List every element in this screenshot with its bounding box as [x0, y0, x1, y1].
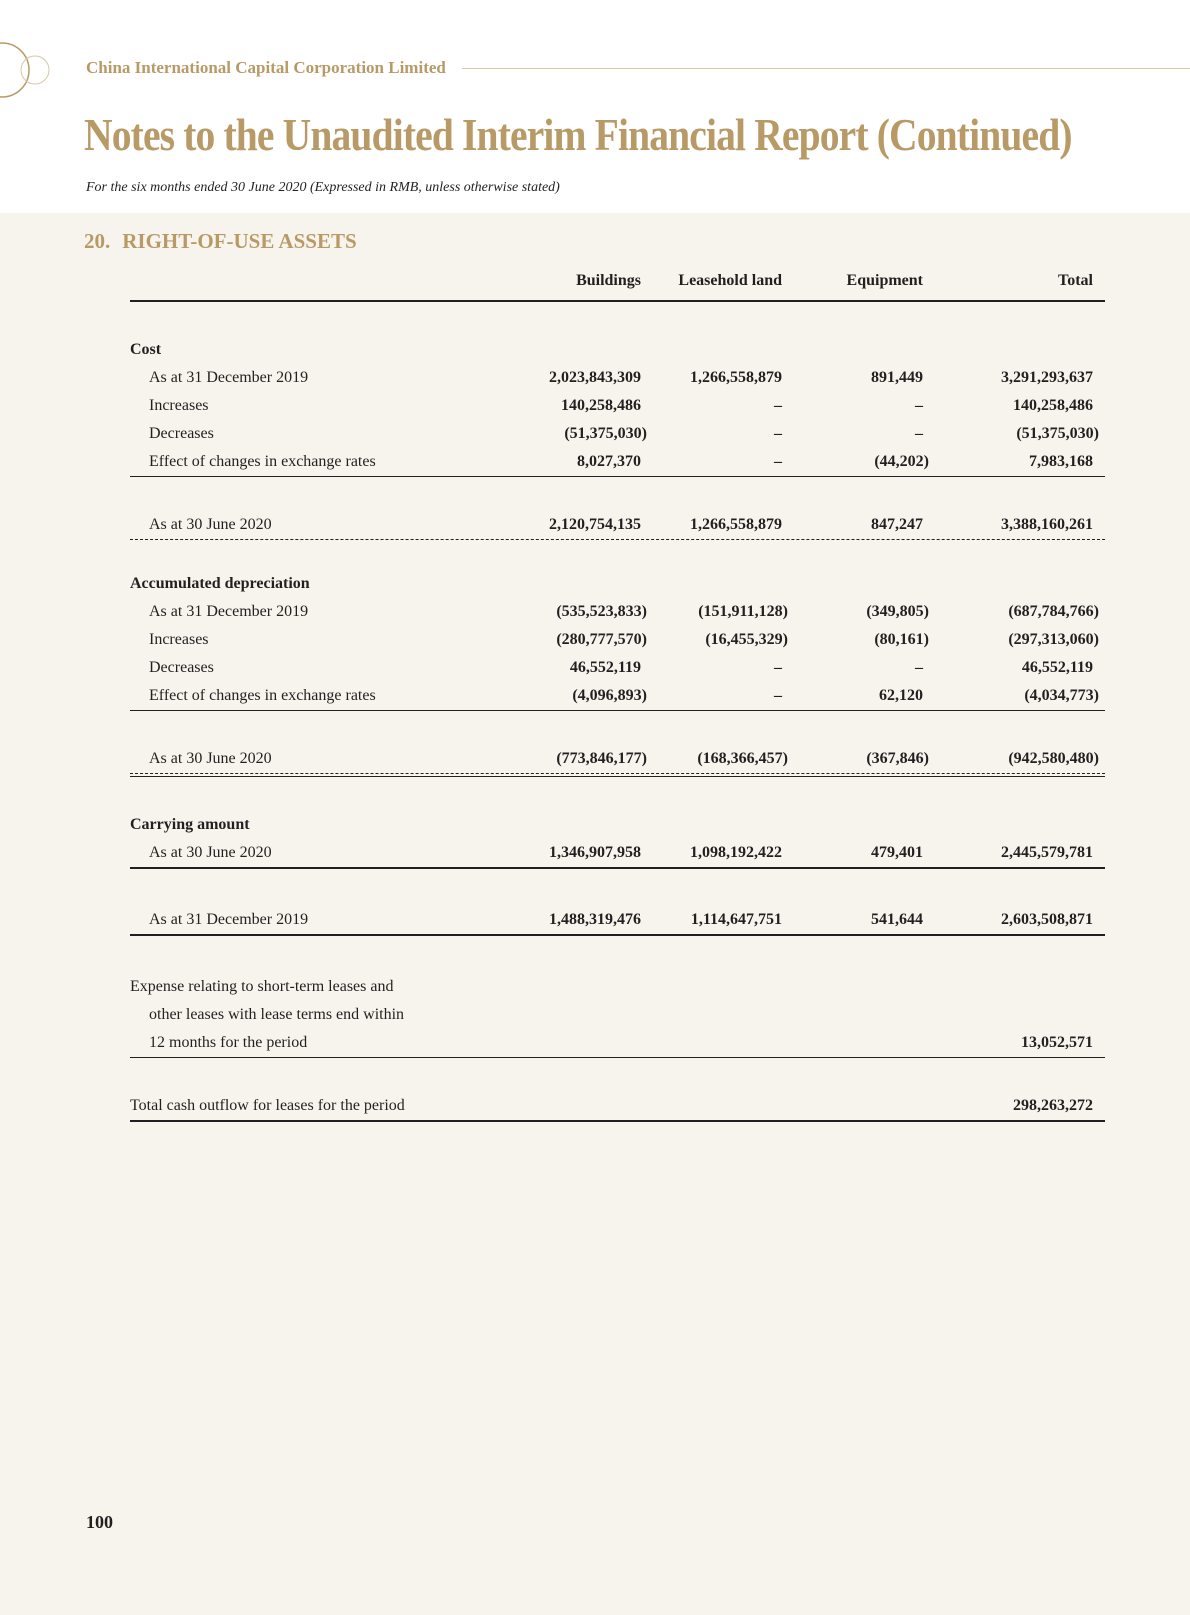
cell-equipment: (349,805)	[866, 603, 929, 620]
cell-total: 7,983,168	[1029, 453, 1093, 470]
table-row	[130, 364, 1105, 392]
cell-total: (4,034,773)	[1024, 687, 1099, 704]
row-label: Increases	[149, 397, 209, 414]
cell-buildings: (535,523,833)	[556, 603, 647, 620]
cell-buildings: 1,488,319,476	[549, 911, 641, 928]
cell-equipment: 479,401	[871, 844, 923, 861]
expense-label-line: other leases with lease terms end within	[149, 1006, 405, 1023]
cell-buildings: 140,258,486	[561, 397, 641, 414]
cell-buildings: 1,346,907,958	[549, 844, 641, 861]
cell-equipment: –	[915, 659, 923, 676]
expense-label-line: Expense relating to short-term leases and	[130, 978, 394, 995]
expense-row-line-2	[130, 1001, 1105, 1029]
cell-total: 46,552,119	[1021, 659, 1093, 676]
cell-leasehold-land: (168,366,457)	[697, 750, 788, 767]
table-row-closing	[130, 745, 1105, 773]
row-label: As at 30 June 2020	[149, 750, 272, 767]
section-heading-row	[130, 811, 1105, 839]
cell-equipment: 541,644	[871, 911, 923, 928]
section-number: 20.	[84, 229, 111, 253]
section-heading-row	[130, 336, 1105, 364]
expense-row-line-1	[130, 973, 1105, 1001]
page-title: Notes to the Unaudited Interim Financial Report (Continued)	[84, 109, 1072, 160]
cell-leasehold-land: 1,098,192,422	[690, 844, 782, 861]
cell-leasehold-land: 1,266,558,879	[690, 369, 782, 386]
column-header-buildings: Buildings	[576, 272, 641, 289]
cell-total: (51,375,030)	[1016, 425, 1099, 442]
cell-leasehold-land: (16,455,329)	[705, 631, 788, 648]
table-row-closing	[130, 511, 1105, 539]
cell-buildings: (51,375,030)	[564, 425, 647, 442]
row-label: Decreases	[149, 659, 214, 676]
expense-value: 13,052,571	[1021, 1034, 1093, 1051]
table-row	[130, 839, 1105, 867]
table-row	[130, 448, 1105, 476]
cell-equipment: 847,247	[871, 516, 923, 533]
table-header	[130, 270, 1105, 300]
section-title	[84, 229, 357, 254]
cash-outflow-row	[130, 1092, 1105, 1120]
cell-leasehold-land: 1,114,647,751	[690, 911, 782, 928]
page-number: 100	[86, 1512, 113, 1532]
expense-label-line: 12 months for the period	[149, 1034, 308, 1051]
cell-buildings: 46,552,119	[569, 659, 641, 676]
cell-total: 3,388,160,261	[1001, 516, 1093, 533]
depreciation-heading: Accumulated depreciation	[130, 575, 310, 592]
row-label: Increases	[149, 631, 209, 648]
column-header-total: Total	[1058, 272, 1093, 289]
cell-buildings: 8,027,370	[577, 453, 641, 470]
cell-equipment: (44,202)	[874, 453, 929, 470]
cost-heading: Cost	[130, 341, 162, 358]
cash-outflow-label: Total cash outflow for leases for the period	[130, 1097, 405, 1114]
row-label: Effect of changes in exchange rates	[149, 453, 376, 470]
cash-outflow-rule	[130, 1120, 1105, 1122]
cell-total: 140,258,486	[1013, 397, 1093, 414]
cell-total: 3,291,293,637	[1001, 369, 1093, 386]
company-logo-icon	[0, 40, 60, 100]
cell-equipment: (80,161)	[874, 631, 929, 648]
cell-equipment: 62,120	[879, 687, 923, 704]
column-header-leasehold-land: Leasehold land	[678, 272, 782, 289]
cell-equipment: (367,846)	[866, 750, 929, 767]
row-label: As at 31 December 2019	[149, 911, 309, 928]
carrying-heading: Carrying amount	[130, 816, 250, 833]
table-row	[130, 682, 1105, 710]
section-heading-row	[130, 570, 1105, 598]
cell-total: (687,784,766)	[1008, 603, 1099, 620]
right-of-use-assets-table	[130, 270, 1105, 1122]
table-row	[130, 626, 1105, 654]
table-row	[130, 598, 1105, 626]
cell-equipment: 891,449	[871, 369, 923, 386]
cell-equipment: –	[915, 425, 923, 442]
cell-buildings: (773,846,177)	[556, 750, 647, 767]
cash-outflow-value: 298,263,272	[1013, 1097, 1093, 1114]
cell-buildings: (280,777,570)	[556, 631, 647, 648]
row-label: As at 30 June 2020	[149, 844, 272, 861]
column-header-equipment: Equipment	[846, 272, 923, 289]
cell-total: (942,580,480)	[1008, 750, 1099, 767]
cell-buildings: (4,096,893)	[572, 687, 647, 704]
cell-total: (297,313,060)	[1008, 631, 1099, 648]
company-name: China International Capital Corporation Limited	[86, 58, 446, 77]
cell-leasehold-land: –	[774, 659, 782, 676]
row-label: As at 31 December 2019	[149, 369, 309, 386]
cell-equipment: –	[915, 397, 923, 414]
cell-leasehold-land: (151,911,128)	[698, 603, 788, 620]
table-row	[130, 906, 1105, 934]
section-heading: RIGHT-OF-USE ASSETS	[122, 229, 357, 253]
table-row	[130, 420, 1105, 448]
expense-row-line-3	[130, 1029, 1105, 1057]
cell-leasehold-land: –	[774, 453, 782, 470]
table-row	[130, 392, 1105, 420]
row-label: Decreases	[149, 425, 214, 442]
cell-leasehold-land: 1,266,558,879	[690, 516, 782, 533]
cell-leasehold-land: –	[774, 687, 782, 704]
cell-buildings: 2,120,754,135	[549, 516, 641, 533]
cell-total: 2,603,508,871	[1001, 911, 1093, 928]
row-label: Effect of changes in exchange rates	[149, 687, 376, 704]
row-label: As at 30 June 2020	[149, 516, 272, 533]
page-subtitle: For the six months ended 30 June 2020 (Expressed in RMB, unless otherwise stated)	[86, 180, 560, 195]
row-label: As at 31 December 2019	[149, 603, 309, 620]
table-row	[130, 654, 1105, 682]
cell-buildings: 2,023,843,309	[549, 369, 641, 386]
cell-leasehold-land: –	[774, 425, 782, 442]
cell-total: 2,445,579,781	[1001, 844, 1093, 861]
cell-leasehold-land: –	[774, 397, 782, 414]
header-divider	[462, 68, 1190, 69]
